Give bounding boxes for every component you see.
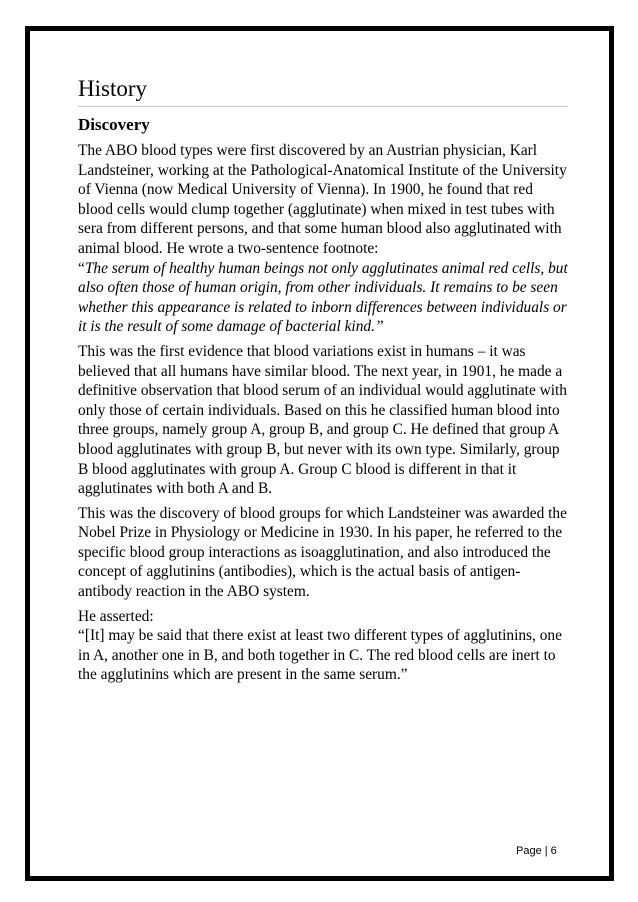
- paragraph-intro-text: The ABO blood types were first discovered by an Austrian physician, Karl Landsteiner, working at the Pathological-Anatomical Institute of the University of Vienna (now Medical University of Vienna). In 1900, he found that red blood cells would clump together (agglutinate) when mixed in test tubes with sera from different persons, and that some human blood also agglutinated with animal blood. He wrote a two-sentence footnote:: [78, 142, 567, 257]
- assertion-intro: He asserted:: [78, 607, 154, 625]
- paragraph-first-evidence: This was the first evidence that blood variations exist in humans – it was believed that all humans have similar blood. The next year, in 1901, he made a definitive observation that blood serum of an individual would agglutinate with only those of certain individuals. Based on this he classified human blood into three groups, namely group A, group B, and group C. He defined that group A blood agglutinates with group B, but never with its own type. Similarly, group B blood agglutinates with group A. Group C blood is different in that it agglutinates with both A and B.: [78, 342, 567, 498]
- footnote-quote: The serum of healthy human beings not only agglutinates animal red cells, but also often those of human origin, from other individuals. It remains to be seen whether this appearance is related to inborn differences between individuals or it is the result of some damage of bacterial kind.”: [78, 259, 568, 336]
- assertion-quote: “[It] may be said that there exist at least two different types of agglutinins, one in A, another one in B, and both together in C. The red blood cells are inert to the agglutinins which are present in the same serum.”: [78, 627, 562, 684]
- quote-open-mark: “: [78, 259, 85, 277]
- paragraph-nobel-prize: This was the discovery of blood groups for which Landsteiner was awarded the Nobel Prize in Physiology or Medicine in 1930. In his paper, he referred to the specific blood group interactions as isoagglutination, and also introduced the concept of agglutinins (antibodies), which is the actual basis of antigen-antibody reaction in the ABO system.: [78, 504, 567, 601]
- document-body: [78, 74, 568, 690]
- section-title: History: [78, 74, 568, 107]
- subsection-title: Discovery: [78, 115, 150, 134]
- page-number: Page | 6: [516, 845, 557, 857]
- paragraph-assertion: [78, 607, 568, 685]
- paragraph-intro: [78, 141, 568, 337]
